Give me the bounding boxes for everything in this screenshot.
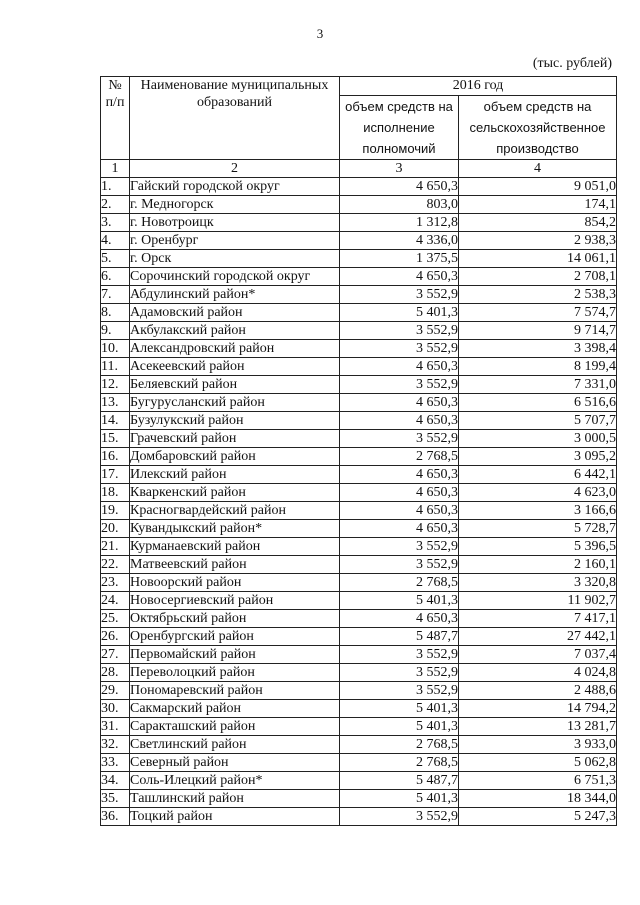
- row-value-agriculture: 5 707,7: [459, 412, 617, 430]
- row-value-agriculture: 4 024,8: [459, 664, 617, 682]
- row-value-powers: 3 552,9: [340, 682, 459, 700]
- row-value-agriculture: 18 344,0: [459, 790, 617, 808]
- row-value-agriculture: 7 574,7: [459, 304, 617, 322]
- row-value-powers: 2 768,5: [340, 736, 459, 754]
- row-value-powers: 4 650,3: [340, 520, 459, 538]
- column-index: 1: [101, 160, 130, 178]
- row-name: Адамовский район: [130, 304, 340, 322]
- table-row: [101, 556, 617, 574]
- row-num: 23.: [101, 574, 130, 592]
- row-name: г. Оренбург: [130, 232, 340, 250]
- row-num: 4.: [101, 232, 130, 250]
- row-name: Ташлинский район: [130, 790, 340, 808]
- row-value-powers: 5 401,3: [340, 700, 459, 718]
- row-name: Переволоцкий район: [130, 664, 340, 682]
- row-value-powers: 5 487,7: [340, 628, 459, 646]
- row-value-agriculture: 27 442,1: [459, 628, 617, 646]
- row-num: 36.: [101, 808, 130, 826]
- row-name: Пономаревский район: [130, 682, 340, 700]
- row-num: 29.: [101, 682, 130, 700]
- row-value-agriculture: 3 320,8: [459, 574, 617, 592]
- row-num: 8.: [101, 304, 130, 322]
- row-num: 33.: [101, 754, 130, 772]
- row-value-powers: 4 650,3: [340, 610, 459, 628]
- row-num: 18.: [101, 484, 130, 502]
- row-num: 26.: [101, 628, 130, 646]
- column-index: 3: [340, 160, 459, 178]
- column-index: 2: [130, 160, 340, 178]
- row-num: 14.: [101, 412, 130, 430]
- table-row: [101, 718, 617, 736]
- row-value-powers: 3 552,9: [340, 376, 459, 394]
- row-value-agriculture: 3 000,5: [459, 430, 617, 448]
- row-name: Матвеевский район: [130, 556, 340, 574]
- table-row: [101, 628, 617, 646]
- row-num: 28.: [101, 664, 130, 682]
- row-num: 20.: [101, 520, 130, 538]
- row-name: Беляевский район: [130, 376, 340, 394]
- row-name: Александровский район: [130, 340, 340, 358]
- row-value-powers: 3 552,9: [340, 430, 459, 448]
- column-index-row: [101, 160, 617, 178]
- table-row: [101, 250, 617, 268]
- table-row: [101, 574, 617, 592]
- table-row: [101, 808, 617, 826]
- row-value-powers: 1 375,5: [340, 250, 459, 268]
- table-row: [101, 754, 617, 772]
- table-row: [101, 430, 617, 448]
- row-num: 22.: [101, 556, 130, 574]
- row-num: 34.: [101, 772, 130, 790]
- row-value-agriculture: 854,2: [459, 214, 617, 232]
- row-name: Сакмарский район: [130, 700, 340, 718]
- header-num: № п/п: [101, 77, 130, 160]
- table-row: [101, 520, 617, 538]
- row-num: 19.: [101, 502, 130, 520]
- row-num: 35.: [101, 790, 130, 808]
- row-num: 2.: [101, 196, 130, 214]
- table-row: [101, 304, 617, 322]
- table-row: [101, 664, 617, 682]
- row-value-powers: 5 401,3: [340, 790, 459, 808]
- table-row: [101, 538, 617, 556]
- row-value-agriculture: 5 247,3: [459, 808, 617, 826]
- row-value-agriculture: 9 051,0: [459, 178, 617, 196]
- row-value-agriculture: 7 417,1: [459, 610, 617, 628]
- row-name: Акбулакский район: [130, 322, 340, 340]
- row-value-agriculture: 2 538,3: [459, 286, 617, 304]
- row-value-agriculture: 4 623,0: [459, 484, 617, 502]
- row-num: 5.: [101, 250, 130, 268]
- row-num: 6.: [101, 268, 130, 286]
- row-value-powers: 2 768,5: [340, 754, 459, 772]
- row-value-agriculture: 2 488,6: [459, 682, 617, 700]
- row-name: Бузулукский район: [130, 412, 340, 430]
- row-num: 15.: [101, 430, 130, 448]
- row-num: 7.: [101, 286, 130, 304]
- row-value-powers: 4 650,3: [340, 394, 459, 412]
- row-value-agriculture: 6 516,6: [459, 394, 617, 412]
- row-value-agriculture: 6 751,3: [459, 772, 617, 790]
- table-row: [101, 412, 617, 430]
- row-value-powers: 5 401,3: [340, 304, 459, 322]
- table-row: [101, 682, 617, 700]
- row-value-agriculture: 174,1: [459, 196, 617, 214]
- table-row: [101, 502, 617, 520]
- row-value-powers: 2 768,5: [340, 448, 459, 466]
- table-row: [101, 790, 617, 808]
- row-value-powers: 3 552,9: [340, 664, 459, 682]
- row-name: Оренбургский район: [130, 628, 340, 646]
- row-num: 10.: [101, 340, 130, 358]
- row-value-powers: 3 552,9: [340, 322, 459, 340]
- row-name: г. Новотроицк: [130, 214, 340, 232]
- table-row: [101, 448, 617, 466]
- table-row: [101, 268, 617, 286]
- row-num: 24.: [101, 592, 130, 610]
- row-num: 31.: [101, 718, 130, 736]
- table-row: [101, 394, 617, 412]
- table-row: [101, 340, 617, 358]
- row-name: Грачевский район: [130, 430, 340, 448]
- row-value-powers: 2 768,5: [340, 574, 459, 592]
- row-value-agriculture: 2 708,1: [459, 268, 617, 286]
- row-value-agriculture: 7 037,4: [459, 646, 617, 664]
- row-value-powers: 803,0: [340, 196, 459, 214]
- row-value-powers: 3 552,9: [340, 646, 459, 664]
- page-number: 3: [316, 26, 324, 41]
- row-value-powers: 4 650,3: [340, 268, 459, 286]
- row-num: 17.: [101, 466, 130, 484]
- row-name: Кваркенский район: [130, 484, 340, 502]
- table-row: [101, 466, 617, 484]
- row-name: Илекский район: [130, 466, 340, 484]
- row-num: 21.: [101, 538, 130, 556]
- row-name: Октябрьский район: [130, 610, 340, 628]
- row-num: 9.: [101, 322, 130, 340]
- table-row: [101, 646, 617, 664]
- row-value-agriculture: 5 728,7: [459, 520, 617, 538]
- row-value-agriculture: 14 794,2: [459, 700, 617, 718]
- table-row: [101, 736, 617, 754]
- row-value-powers: 4 336,0: [340, 232, 459, 250]
- table-row: [101, 376, 617, 394]
- row-value-agriculture: 11 902,7: [459, 592, 617, 610]
- row-num: 3.: [101, 214, 130, 232]
- row-name: Курманаевский район: [130, 538, 340, 556]
- row-name: Бугурусланский район: [130, 394, 340, 412]
- header-year: 2016 год: [340, 77, 617, 96]
- row-name: Новоорский район: [130, 574, 340, 592]
- row-value-powers: 3 552,9: [340, 556, 459, 574]
- row-name: Кувандыкский район*: [130, 520, 340, 538]
- table-body: [101, 178, 617, 826]
- row-num: 25.: [101, 610, 130, 628]
- header-name: Наименование муниципальных образований: [130, 77, 340, 160]
- row-value-agriculture: 3 933,0: [459, 736, 617, 754]
- row-value-agriculture: 5 396,5: [459, 538, 617, 556]
- row-value-agriculture: 13 281,7: [459, 718, 617, 736]
- row-value-agriculture: 6 442,1: [459, 466, 617, 484]
- table-row: [101, 196, 617, 214]
- row-name: Саракташский район: [130, 718, 340, 736]
- table-row: [101, 232, 617, 250]
- row-num: 30.: [101, 700, 130, 718]
- header-col3: объем средств на исполнение полномочий: [340, 96, 459, 160]
- row-value-powers: 3 552,9: [340, 286, 459, 304]
- row-name: Соль-Илецкий район*: [130, 772, 340, 790]
- row-num: 11.: [101, 358, 130, 376]
- table-row: [101, 772, 617, 790]
- row-name: Светлинский район: [130, 736, 340, 754]
- row-value-agriculture: 3 095,2: [459, 448, 617, 466]
- row-value-agriculture: 3 398,4: [459, 340, 617, 358]
- row-value-powers: 4 650,3: [340, 358, 459, 376]
- allocation-table: [100, 76, 617, 826]
- row-value-agriculture: 14 061,1: [459, 250, 617, 268]
- row-value-powers: 5 401,3: [340, 718, 459, 736]
- table-row: [101, 286, 617, 304]
- row-value-powers: 5 401,3: [340, 592, 459, 610]
- row-name: г. Орск: [130, 250, 340, 268]
- row-value-agriculture: 9 714,7: [459, 322, 617, 340]
- row-value-agriculture: 5 062,8: [459, 754, 617, 772]
- row-value-powers: 3 552,9: [340, 808, 459, 826]
- table-row: [101, 592, 617, 610]
- row-value-agriculture: 2 160,1: [459, 556, 617, 574]
- table-row: [101, 358, 617, 376]
- row-name: Сорочинский городской округ: [130, 268, 340, 286]
- row-value-powers: 4 650,3: [340, 412, 459, 430]
- row-num: 1.: [101, 178, 130, 196]
- table-row: [101, 178, 617, 196]
- row-name: Первомайский район: [130, 646, 340, 664]
- row-num: 13.: [101, 394, 130, 412]
- row-value-powers: 4 650,3: [340, 178, 459, 196]
- row-num: 32.: [101, 736, 130, 754]
- table-row: [101, 214, 617, 232]
- row-value-powers: 5 487,7: [340, 772, 459, 790]
- table-row: [101, 700, 617, 718]
- row-value-agriculture: 7 331,0: [459, 376, 617, 394]
- row-num: 16.: [101, 448, 130, 466]
- row-value-powers: 3 552,9: [340, 538, 459, 556]
- row-name: г. Медногорск: [130, 196, 340, 214]
- table-row: [101, 610, 617, 628]
- table-row: [101, 322, 617, 340]
- row-value-powers: 4 650,3: [340, 466, 459, 484]
- column-index: 4: [459, 160, 617, 178]
- row-value-powers: 3 552,9: [340, 340, 459, 358]
- row-value-powers: 4 650,3: [340, 484, 459, 502]
- units-label: (тыс. рублей): [532, 56, 612, 71]
- row-name: Красногвардейский район: [130, 502, 340, 520]
- row-value-agriculture: 2 938,3: [459, 232, 617, 250]
- row-name: Новосергиевский район: [130, 592, 340, 610]
- table-row: [101, 484, 617, 502]
- row-value-powers: 1 312,8: [340, 214, 459, 232]
- row-num: 12.: [101, 376, 130, 394]
- header-col4: объем средств на сельскохозяйственное производство: [459, 96, 617, 160]
- row-name: Северный район: [130, 754, 340, 772]
- row-name: Асекеевский район: [130, 358, 340, 376]
- row-value-agriculture: 8 199,4: [459, 358, 617, 376]
- row-value-powers: 4 650,3: [340, 502, 459, 520]
- row-num: 27.: [101, 646, 130, 664]
- row-value-agriculture: 3 166,6: [459, 502, 617, 520]
- row-name: Гайский городской округ: [130, 178, 340, 196]
- row-name: Домбаровский район: [130, 448, 340, 466]
- row-name: Тоцкий район: [130, 808, 340, 826]
- row-name: Абдулинский район*: [130, 286, 340, 304]
